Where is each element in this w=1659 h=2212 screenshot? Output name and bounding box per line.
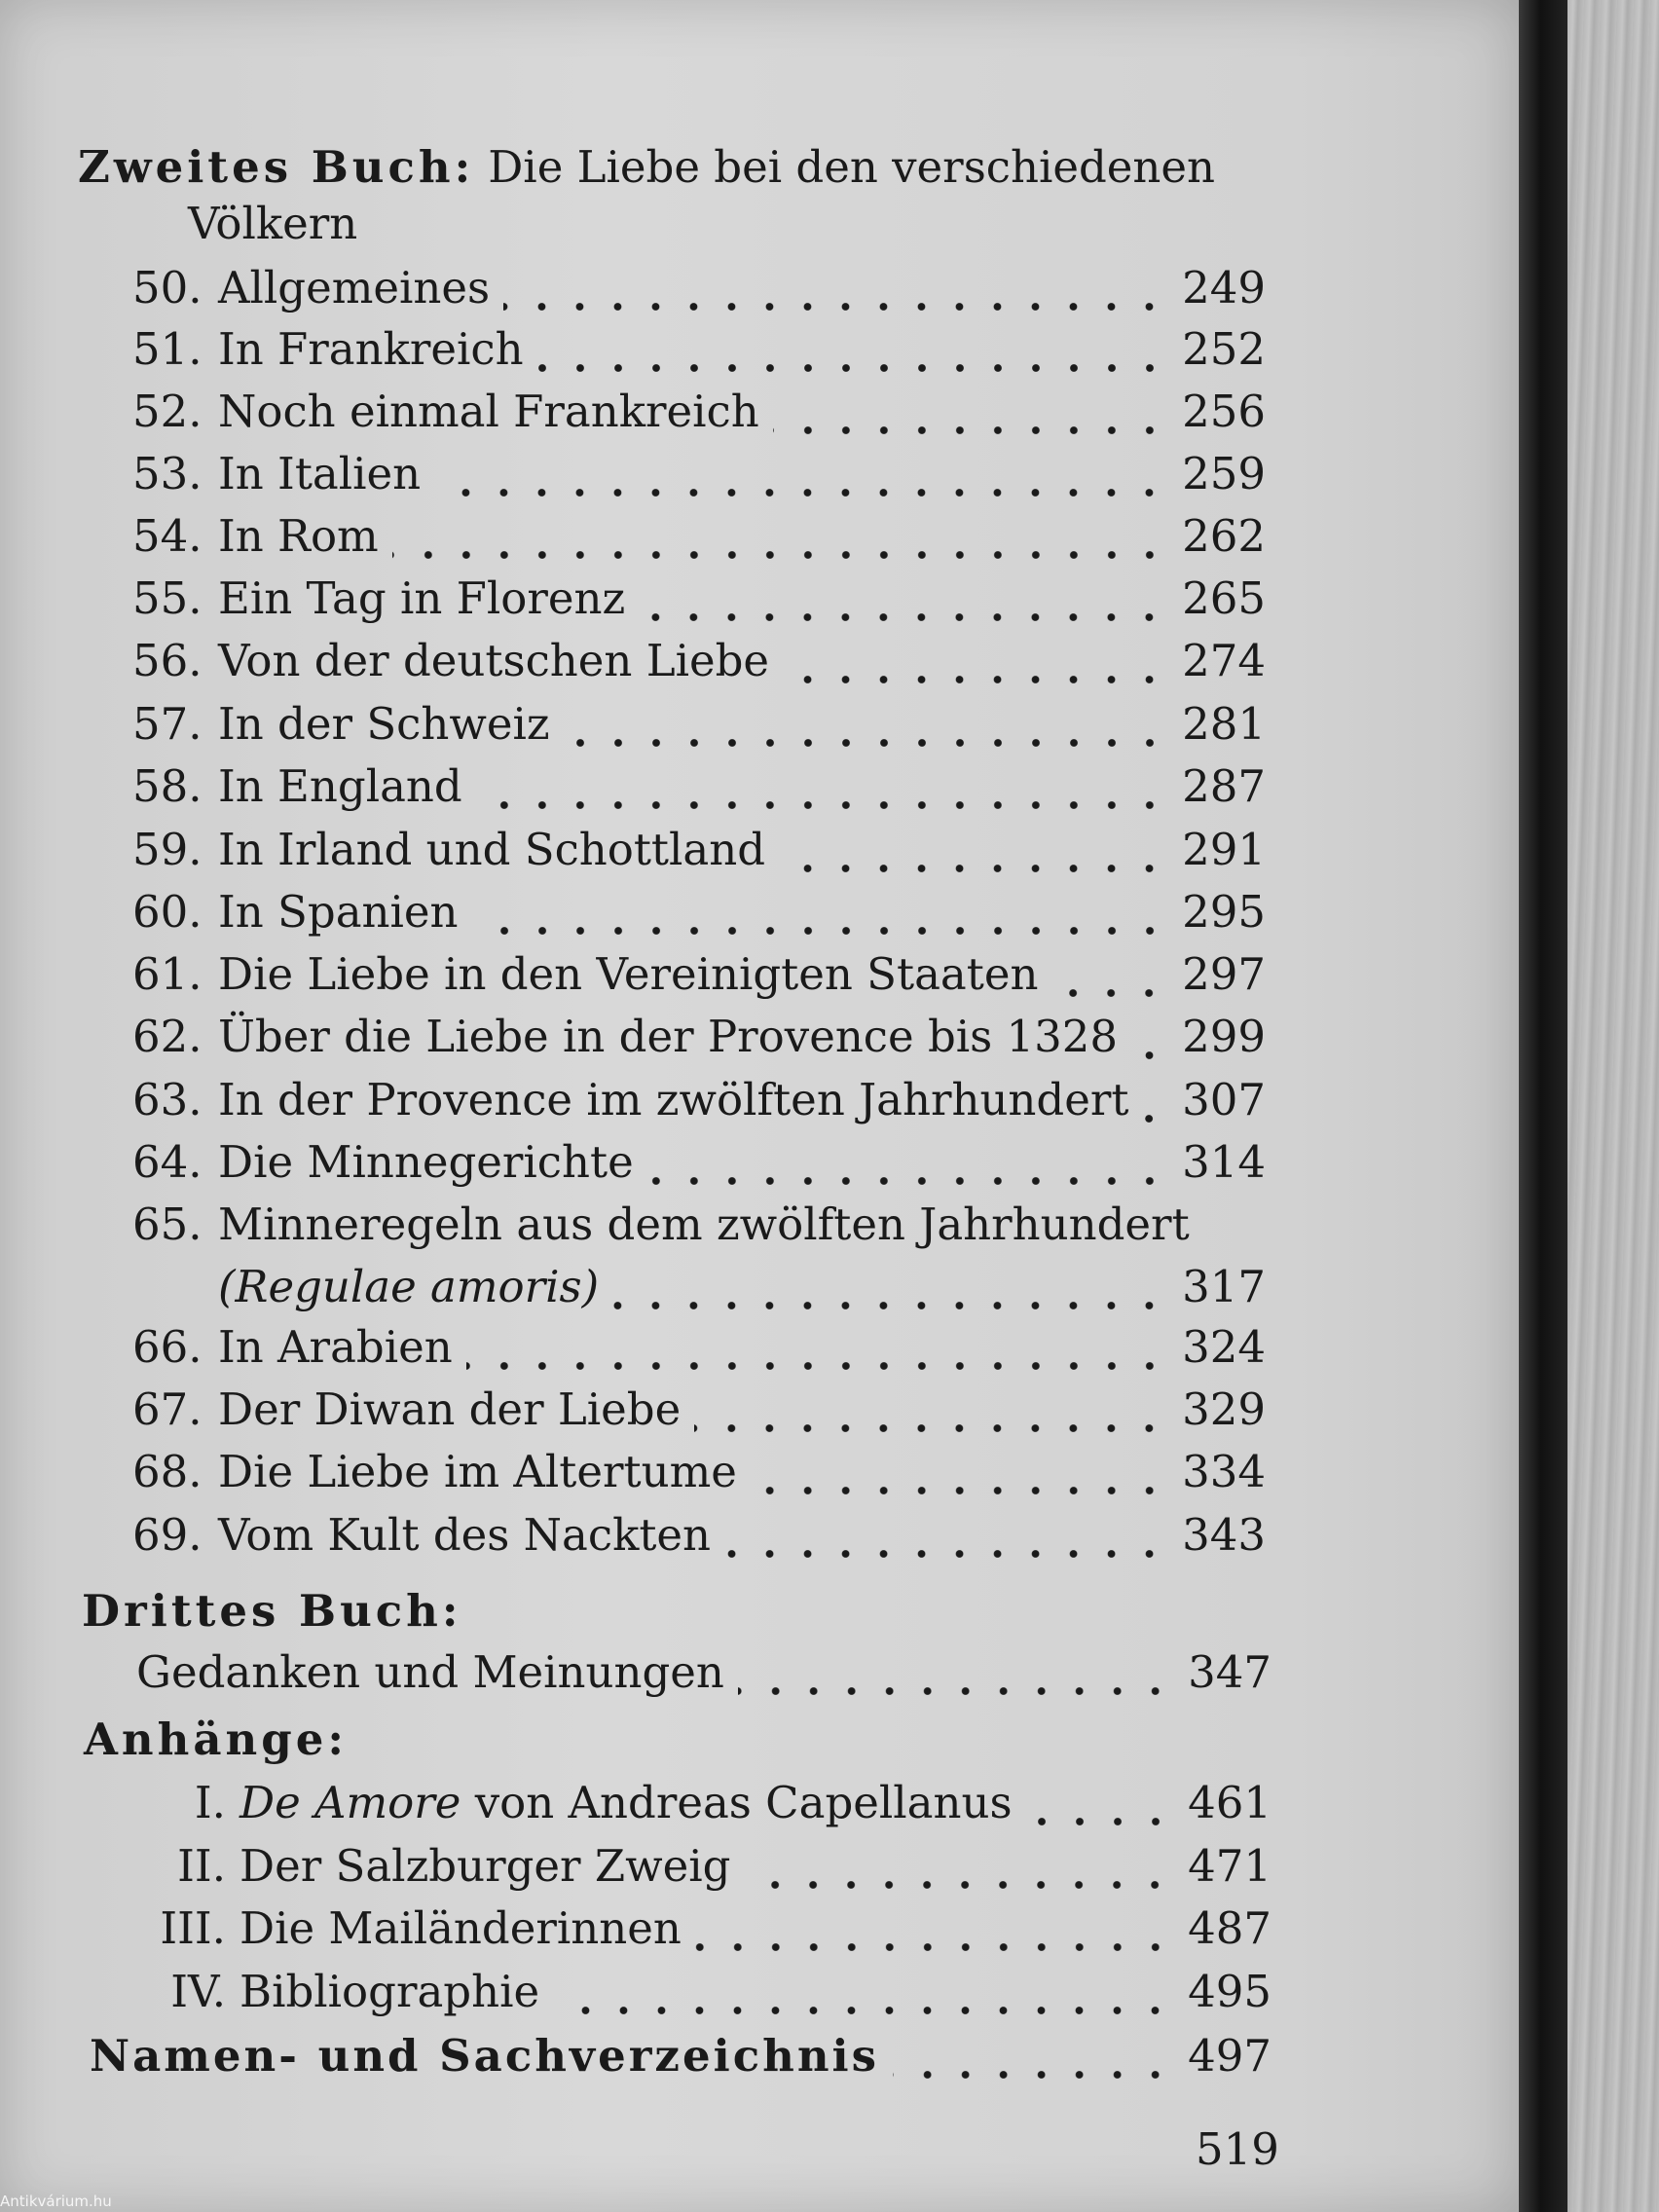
toc-entry bbox=[132, 821, 1266, 879]
entry-page: 259 bbox=[1182, 448, 1266, 499]
entry-title: In der Schweiz bbox=[218, 698, 550, 750]
toc-entry bbox=[132, 757, 1266, 816]
entry-title: In Irland und Schottland bbox=[218, 824, 766, 875]
page-number: 519 bbox=[1196, 2123, 1279, 2175]
entry-title: In Rom bbox=[218, 510, 379, 562]
dot-leader bbox=[1131, 1008, 1168, 1066]
entry-number: 63. bbox=[132, 1074, 203, 1125]
entry-number: 51. bbox=[132, 323, 203, 375]
entry-number: 56. bbox=[132, 635, 203, 686]
entry-number: 57. bbox=[132, 698, 203, 750]
toc-entry bbox=[132, 695, 1266, 754]
entry-page: 461 bbox=[1188, 1777, 1272, 1828]
entry-page: 265 bbox=[1182, 572, 1266, 624]
entry-number: 59. bbox=[132, 824, 203, 875]
part3-heading bbox=[82, 1582, 666, 1641]
entry-title: In Spanien bbox=[218, 886, 459, 938]
part2-heading-continued bbox=[188, 195, 577, 253]
dot-leader bbox=[783, 632, 1168, 690]
toc-entry bbox=[136, 1837, 1272, 1896]
entry-number: 55. bbox=[132, 572, 203, 624]
entry-title-text: Bibliographie bbox=[240, 1966, 540, 2017]
entry-page: 256 bbox=[1182, 386, 1266, 437]
entry-page: 347 bbox=[1188, 1646, 1272, 1698]
entry-title: Die Minnegerichte bbox=[218, 1136, 634, 1188]
entry-title: Die Liebe im Altertume bbox=[218, 1446, 737, 1497]
part2-heading-cont: Völkern bbox=[188, 198, 358, 249]
dot-leader bbox=[503, 259, 1168, 317]
entry-page: 495 bbox=[1188, 1966, 1272, 2017]
entry-title: Minneregeln aus dem zwölften Jahrhundert bbox=[218, 1198, 1190, 1250]
toc-entry bbox=[136, 1899, 1272, 1958]
toc-entry bbox=[132, 320, 1266, 379]
dot-leader bbox=[724, 1506, 1168, 1565]
entry-title: Noch einmal Frankreich bbox=[218, 386, 759, 437]
dot-leader bbox=[744, 1837, 1174, 1896]
entry-number: 53. bbox=[132, 448, 203, 499]
toc-entry bbox=[132, 1506, 1266, 1565]
toc-entry bbox=[132, 570, 1266, 628]
dot-leader bbox=[773, 383, 1168, 441]
toc-entry bbox=[132, 1318, 1266, 1377]
appendix-heading-label: Anhänge: bbox=[84, 1714, 348, 1765]
toc-entry bbox=[132, 632, 1266, 690]
entry-page: 329 bbox=[1182, 1383, 1266, 1435]
entry-number: III. bbox=[160, 1902, 226, 1954]
entry-number: 69. bbox=[132, 1509, 203, 1561]
toc-entry bbox=[132, 507, 1266, 566]
entry-number: I. bbox=[194, 1777, 226, 1828]
entry-number: 68. bbox=[132, 1446, 203, 1497]
dot-leader bbox=[779, 821, 1168, 879]
dot-leader bbox=[472, 883, 1169, 941]
part2-heading-title: Die Liebe bei den verschiedenen bbox=[488, 141, 1216, 193]
dot-leader bbox=[639, 570, 1168, 628]
entry-page: 262 bbox=[1182, 510, 1266, 562]
toc-entry-continued bbox=[218, 1258, 1266, 1316]
entry-title: In Frankreich bbox=[218, 323, 524, 375]
toc-entry bbox=[132, 1381, 1266, 1439]
entry-title: Allgemeines bbox=[218, 262, 491, 313]
part2-heading-label: Zweites Buch: bbox=[78, 141, 475, 193]
entry-title: Gedanken und Meinungen bbox=[136, 1646, 724, 1698]
entry-number: 58. bbox=[132, 760, 203, 812]
entry-number: 60. bbox=[132, 886, 203, 938]
entry-title-text: von Andreas Capellanus bbox=[461, 1777, 1013, 1828]
dot-leader bbox=[392, 507, 1168, 566]
entry-title: In der Provence im zwölften Jahrhundert bbox=[218, 1074, 1129, 1125]
entry-title: Vom Kult des Nackten bbox=[218, 1509, 712, 1561]
entry-page: 343 bbox=[1182, 1509, 1266, 1561]
entry-title: In Arabien bbox=[218, 1321, 453, 1373]
entry-page: 314 bbox=[1182, 1136, 1266, 1188]
entry-page: 334 bbox=[1182, 1446, 1266, 1497]
entry-number: 66. bbox=[132, 1321, 203, 1373]
toc-entry bbox=[132, 1443, 1266, 1501]
dot-leader bbox=[466, 1318, 1168, 1377]
dot-leader bbox=[564, 695, 1169, 754]
toc-entry bbox=[132, 445, 1266, 503]
book-cover-edge bbox=[1567, 0, 1659, 2212]
dot-leader bbox=[738, 1643, 1174, 1702]
book-binding bbox=[1519, 0, 1567, 2212]
part2-heading bbox=[78, 138, 1216, 197]
entry-number: 52. bbox=[132, 386, 203, 437]
dot-leader bbox=[476, 757, 1168, 816]
toc-entry bbox=[132, 1008, 1266, 1066]
watermark: Antikvárium.hu bbox=[0, 2193, 112, 2210]
entry-page: 287 bbox=[1182, 760, 1266, 812]
entry-page: 249 bbox=[1182, 262, 1266, 313]
toc-entry bbox=[132, 383, 1266, 441]
entry-page: 299 bbox=[1182, 1011, 1266, 1062]
dot-leader bbox=[694, 1381, 1168, 1439]
entry-page: 324 bbox=[1182, 1321, 1266, 1373]
entry-title-italic: De Amore bbox=[240, 1777, 461, 1828]
toc-entry bbox=[132, 1071, 1266, 1129]
entry-number: 62. bbox=[132, 1011, 203, 1062]
dot-leader bbox=[553, 1963, 1174, 2021]
entry-title: Über die Liebe in der Provence bis 1328 bbox=[218, 1011, 1119, 1062]
toc-entry bbox=[132, 1133, 1266, 1192]
appendix-heading bbox=[84, 1711, 668, 1769]
entry-title bbox=[240, 1837, 730, 1896]
toc-entry bbox=[90, 2027, 1272, 2085]
toc-entry bbox=[136, 1774, 1272, 1832]
entry-number: IV. bbox=[170, 1966, 226, 2017]
part3-heading-label: Drittes Buch: bbox=[82, 1585, 462, 1637]
toc-entry bbox=[132, 259, 1266, 317]
entry-subtitle: (Regulae amoris) bbox=[218, 1261, 600, 1312]
dot-leader bbox=[612, 1258, 1168, 1316]
entry-title: Der Diwan der Liebe bbox=[218, 1383, 682, 1435]
entry-page: 487 bbox=[1188, 1902, 1272, 1954]
toc-entry bbox=[132, 1196, 1266, 1254]
entry-number: II. bbox=[177, 1840, 226, 1892]
entry-title bbox=[240, 1963, 539, 2021]
entry-page: 317 bbox=[1182, 1261, 1266, 1312]
dot-leader bbox=[695, 1899, 1174, 1958]
entry-page: 307 bbox=[1182, 1074, 1266, 1125]
dot-leader bbox=[893, 2027, 1174, 2085]
entry-title: Ein Tag in Florenz bbox=[218, 572, 626, 624]
toc-entry bbox=[136, 1643, 1272, 1702]
dot-leader bbox=[434, 445, 1168, 503]
dot-leader bbox=[751, 1443, 1168, 1501]
dot-leader bbox=[1026, 1774, 1175, 1832]
toc-entry bbox=[132, 883, 1266, 941]
toc-entry bbox=[136, 1963, 1272, 2021]
entry-page: 274 bbox=[1182, 635, 1266, 686]
entry-number: 64. bbox=[132, 1136, 203, 1188]
entry-page: 281 bbox=[1182, 698, 1266, 750]
entry-title-text: Die Mailänderinnen bbox=[240, 1902, 682, 1954]
entry-page: 471 bbox=[1188, 1840, 1272, 1892]
entry-number: 50. bbox=[132, 262, 203, 313]
entry-number: 54. bbox=[132, 510, 203, 562]
entry-number: 65. bbox=[132, 1198, 203, 1250]
dot-leader bbox=[1051, 945, 1168, 1004]
entry-page: 497 bbox=[1188, 2030, 1272, 2082]
entry-title: Von der deutschen Liebe bbox=[218, 635, 770, 686]
entry-page: 252 bbox=[1182, 323, 1266, 375]
entry-title bbox=[240, 1899, 682, 1958]
toc-entry bbox=[132, 945, 1266, 1004]
entry-number: 67. bbox=[132, 1383, 203, 1435]
entry-page: 291 bbox=[1182, 824, 1266, 875]
entry-page: 295 bbox=[1182, 886, 1266, 938]
entry-title: Die Liebe in den Vereinigten Staaten bbox=[218, 948, 1039, 1000]
entry-title: In England bbox=[218, 760, 462, 812]
entry-title: In Italien bbox=[218, 448, 422, 499]
dot-leader bbox=[647, 1133, 1168, 1192]
entry-page: 297 bbox=[1182, 948, 1266, 1000]
entry-title bbox=[240, 1774, 1013, 1832]
entry-number: 61. bbox=[132, 948, 203, 1000]
entry-title: Namen- und Sachverzeichnis bbox=[90, 2030, 879, 2082]
entry-title-text: Der Salzburger Zweig bbox=[240, 1840, 731, 1892]
dot-leader bbox=[1142, 1071, 1168, 1129]
dot-leader bbox=[537, 320, 1169, 379]
